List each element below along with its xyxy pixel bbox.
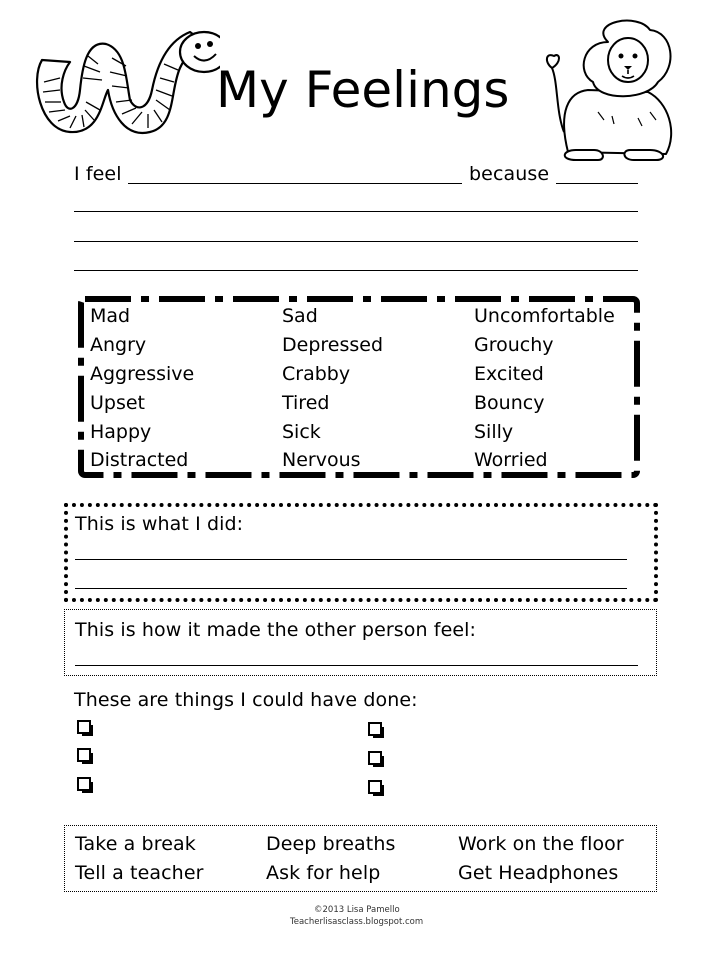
checkbox-icon[interactable]: [77, 748, 91, 762]
could-have-done-label: These are things I could have done:: [74, 689, 418, 711]
strategy-item[interactable]: Deep breaths: [266, 833, 396, 855]
feeling-word[interactable]: Bouncy: [474, 392, 545, 414]
because-write-line[interactable]: [556, 183, 638, 184]
lion-icon: [538, 12, 688, 162]
reason-write-line[interactable]: [74, 270, 638, 271]
strategy-item[interactable]: Ask for help: [266, 862, 381, 884]
what-i-did-write-line[interactable]: [75, 588, 627, 589]
feeling-word[interactable]: Nervous: [282, 449, 361, 471]
checkbox-icon[interactable]: [368, 780, 382, 794]
other-person-label: This is how it made the other person feel:: [75, 619, 477, 641]
strategy-item[interactable]: Get Headphones: [458, 862, 619, 884]
i-feel-label: I feel: [74, 163, 122, 185]
feeling-word[interactable]: Silly: [474, 421, 514, 443]
because-label: because: [469, 163, 550, 185]
feeling-word[interactable]: Happy: [90, 421, 152, 443]
feeling-word[interactable]: Tired: [282, 392, 330, 414]
checkbox-icon[interactable]: [77, 777, 91, 791]
what-i-did-label: This is what I did:: [75, 513, 244, 535]
checkbox-icon[interactable]: [368, 751, 382, 765]
feeling-word[interactable]: Sick: [282, 421, 321, 443]
feeling-word[interactable]: Excited: [474, 363, 544, 385]
other-person-write-line[interactable]: [75, 665, 638, 666]
feeling-word[interactable]: Crabby: [282, 363, 351, 385]
strategy-item[interactable]: Take a break: [75, 833, 196, 855]
strategy-item[interactable]: Work on the floor: [458, 833, 624, 855]
feeling-word[interactable]: Uncomfortable: [474, 305, 615, 327]
reason-write-line[interactable]: [74, 241, 638, 242]
feeling-word[interactable]: Grouchy: [474, 334, 554, 356]
feeling-word[interactable]: Upset: [90, 392, 146, 414]
feeling-word[interactable]: Sad: [282, 305, 318, 327]
feeling-word[interactable]: Distracted: [90, 449, 189, 471]
reason-write-line[interactable]: [74, 211, 638, 212]
feeling-word[interactable]: Aggressive: [90, 363, 195, 385]
feeling-word[interactable]: Mad: [90, 305, 131, 327]
footer-copyright: ©2013 Lisa Pamello: [314, 905, 400, 915]
feeling-write-line[interactable]: [128, 183, 462, 184]
strategy-item[interactable]: Tell a teacher: [75, 862, 204, 884]
feeling-word[interactable]: Worried: [474, 449, 548, 471]
footer-site: Teacherlisasclass.blogspot.com: [290, 917, 424, 927]
page-title: My Feelings: [216, 61, 510, 119]
checkbox-icon[interactable]: [368, 722, 382, 736]
worm-icon: [30, 20, 220, 145]
feeling-word[interactable]: Angry: [90, 334, 147, 356]
checkbox-icon[interactable]: [77, 720, 91, 734]
feeling-word[interactable]: Depressed: [282, 334, 384, 356]
what-i-did-write-line[interactable]: [75, 559, 627, 560]
